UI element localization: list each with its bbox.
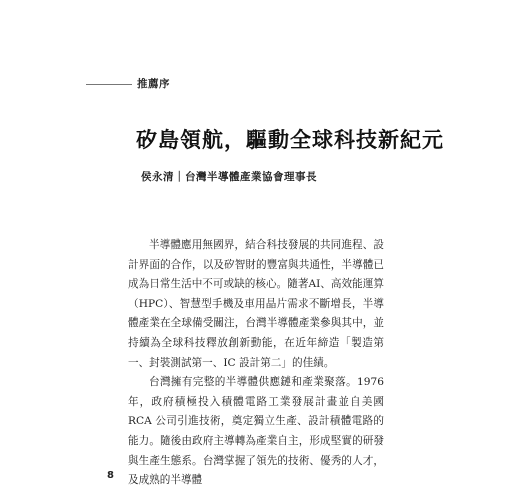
body-paragraph: 台灣擁有完整的半導體供應鏈和產業聚落。1976年，政府積極投入積體電路工業發展計畫並自美國 RCA 公司引進技術，奠定獨立生產、設計積體電路的能力。隨後由政府主導轉為產業自主，形成堅實的研發與生產生態系。台灣掌握了領先的技術、優秀的人才，及成熟的半導體 xyxy=(128,376,384,487)
author-byline: 侯永清｜台灣半導體產業協會理事長 xyxy=(141,171,317,183)
article-body xyxy=(128,236,384,491)
header-rule xyxy=(86,84,132,85)
section-label: 推薦序 xyxy=(137,78,170,90)
article-title: 矽島領航，驅動全球科技新紀元 xyxy=(136,127,444,152)
body-paragraph: 半導體應用無國界，結合科技發展的共同進程、設計界面的合作，以及矽智財的豐富與共通性，半導體已成為日常生活中不可或缺的核心。隨著AI、高效能運算（HPC）、智慧型手機及車用晶片需求不斷增長，半導體產業在全球備受關注，台灣半導體產業參與其中，並持續為全球科技釋放創新動能，在近年締造「製造第一、封裝測試第一、IC 設計第二」的佳績。 xyxy=(128,239,384,369)
page-number: 8 xyxy=(107,470,114,481)
